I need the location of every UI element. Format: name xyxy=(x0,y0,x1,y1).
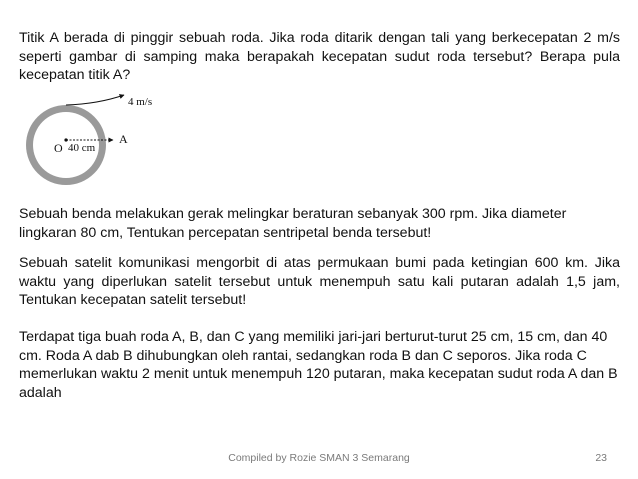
problem-3-text: Sebuah satelit komunikasi mengorbit di atas permukaan bumi pada ketingian 600 km. Jika waktu yang diperlukan satelit tersebut untuk menempuh satu kali putaran adalah 1,5 jam, Tentukan kecepatan satelit tersebut! xyxy=(19,255,620,308)
point-a-label: A xyxy=(119,132,128,146)
problem-1-text: Titik A berada di pinggir sebuah roda. Jika roda ditarik dengan tali yang berkecepatan 2 m/s seperti gambar di samping maka berapakah kecepatan sudut roda tersebut? Berapa pula kecepatan titik A? xyxy=(19,30,620,83)
rope-line xyxy=(66,95,124,105)
problem-4-text: Terdapat tiga buah roda A, B, dan C yang memiliki jari-jari berturut-turut 25 cm, 15 cm, dan 40 cm. Roda A dab B dihubungkan oleh rantai, sedangkan roda B dan C seporos. Jika roda C memerlukan waktu 2 menit untuk menempuh 120 putaran, maka kecepatan sudut roda A dan B adalah xyxy=(19,329,618,401)
wheel-diagram xyxy=(18,90,153,186)
page-number: 23 xyxy=(595,452,607,464)
radius-label: 40 cm xyxy=(68,142,96,154)
velocity-label: 4 m/s xyxy=(128,96,153,108)
center-label: O xyxy=(54,141,63,155)
problem-2-text: Sebuah benda melakukan gerak melingkar beraturan sebanyak 300 rpm. Jika diameter lingkaran 80 cm, Tentukan percepatan sentripetal benda tersebut! xyxy=(19,206,567,241)
footer-credit: Compiled by Rozie SMAN 3 Semarang xyxy=(228,452,410,464)
